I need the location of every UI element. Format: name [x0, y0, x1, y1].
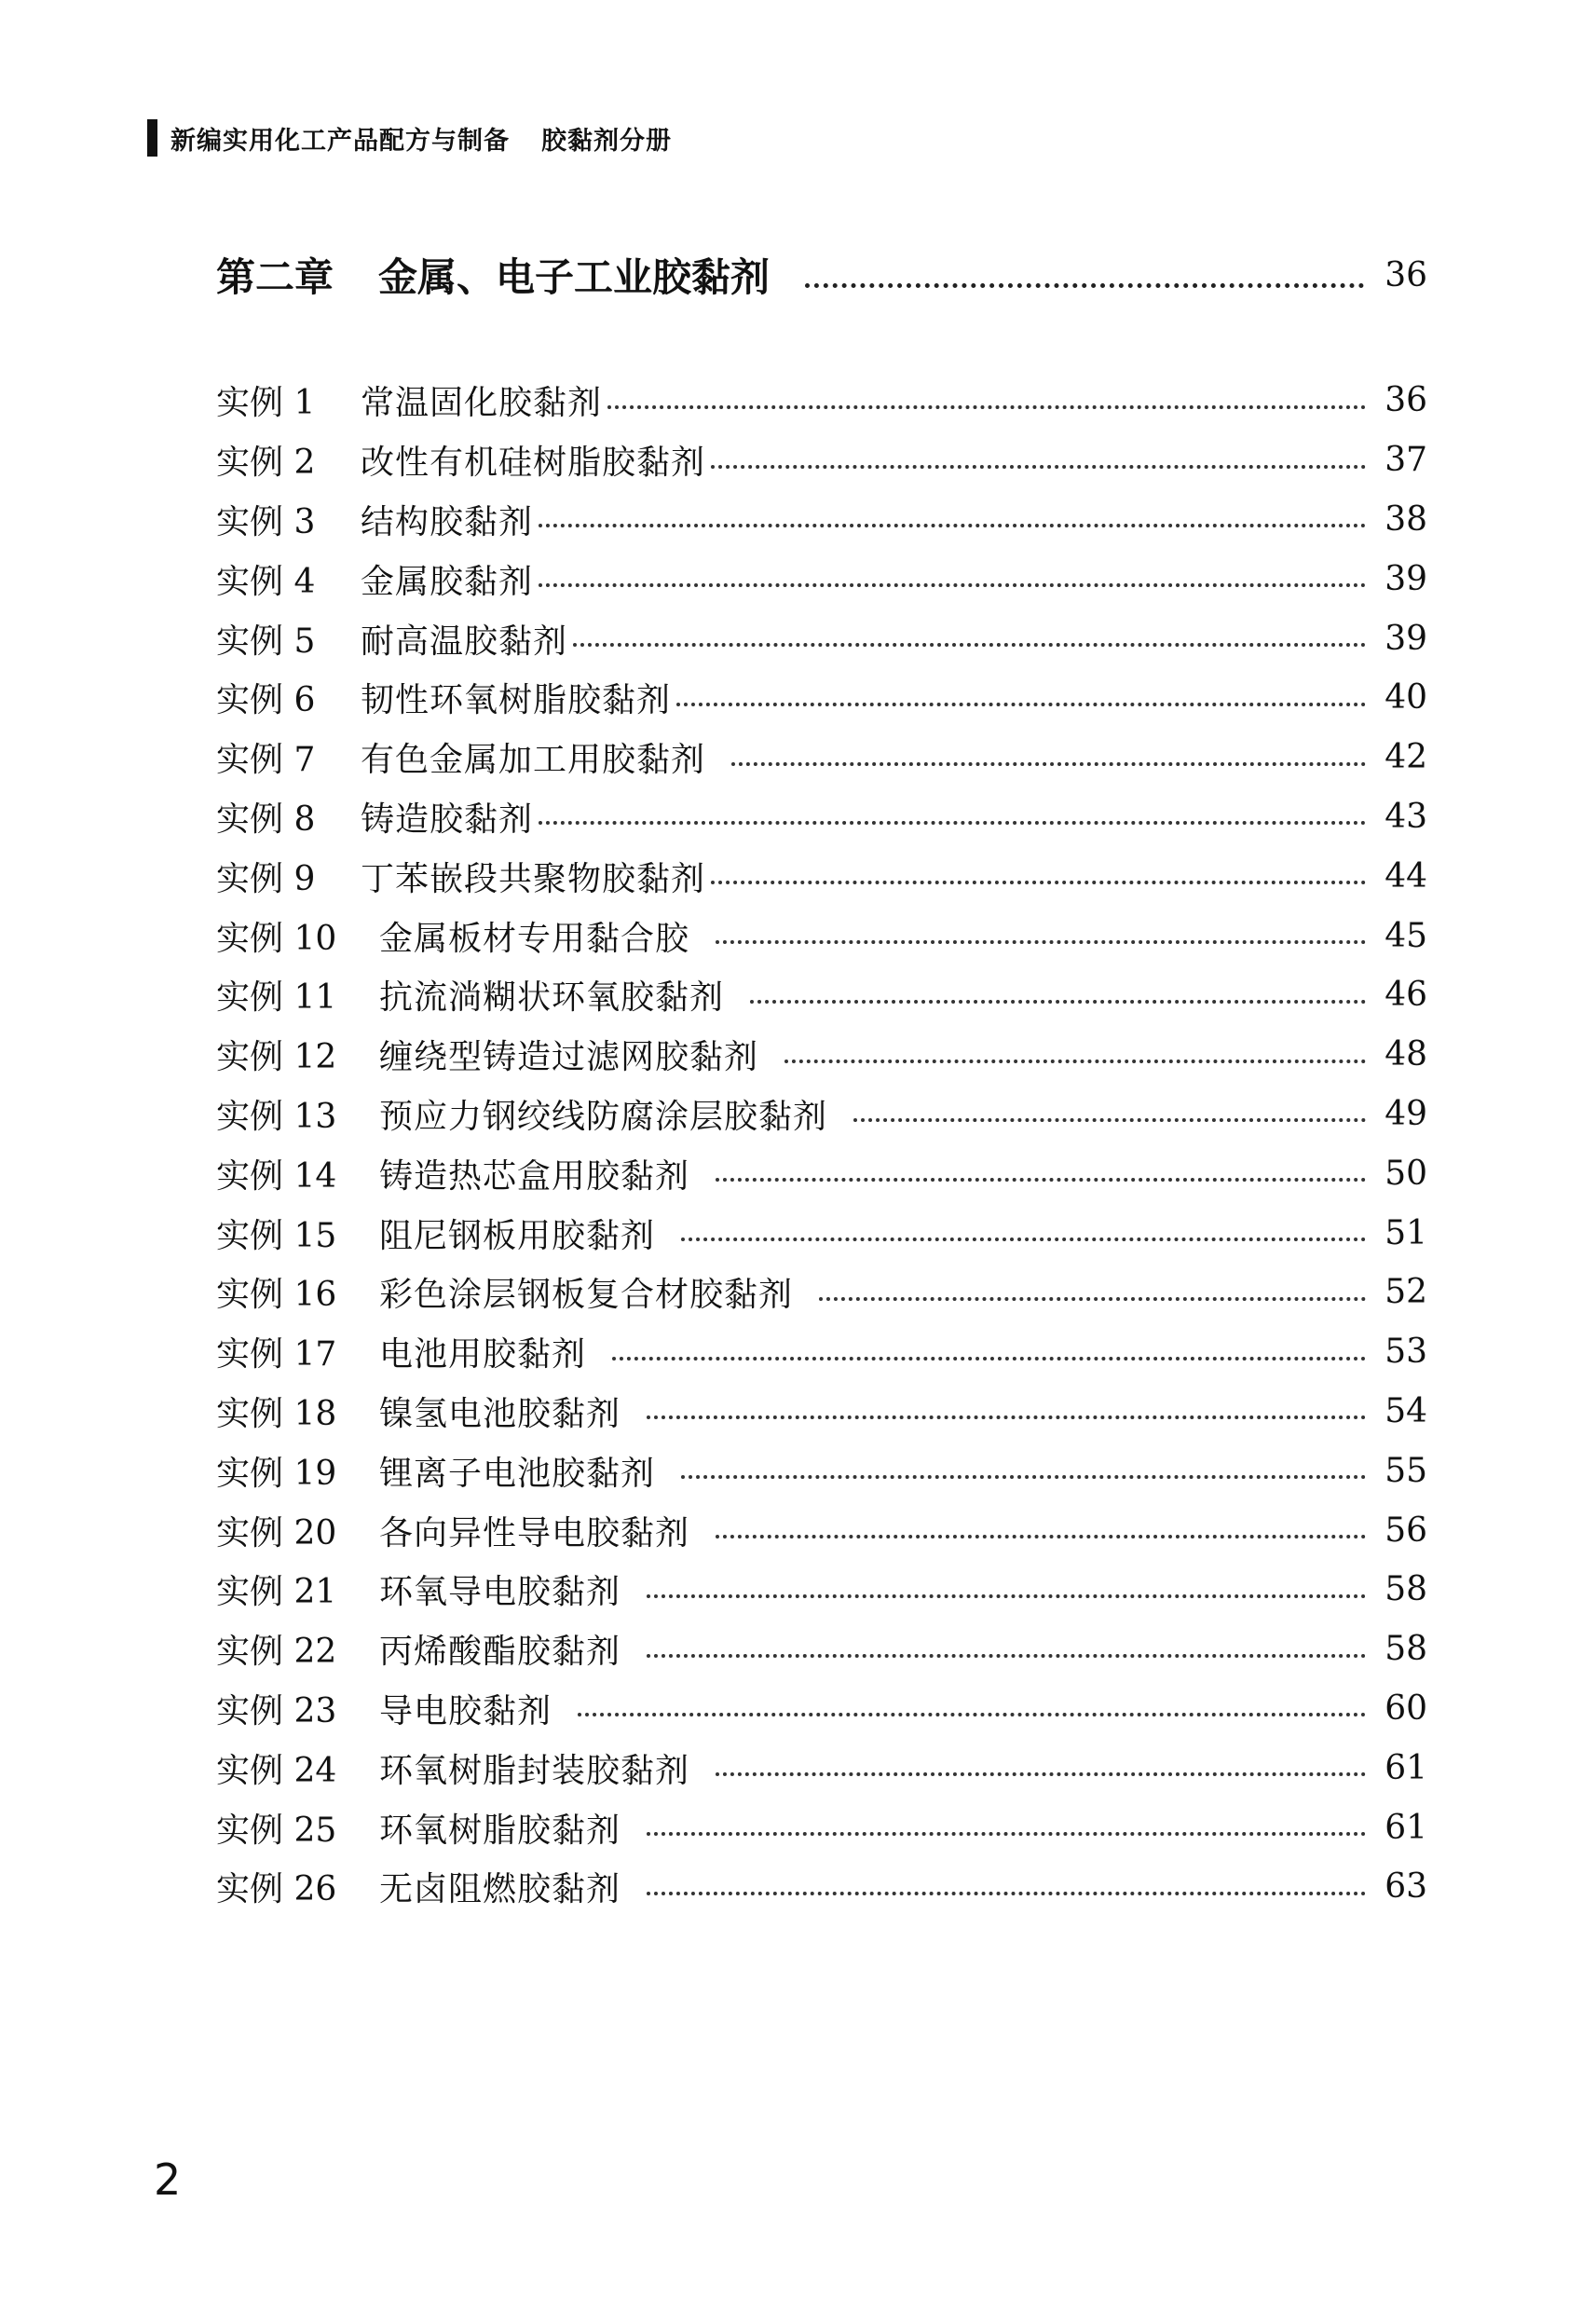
toc-entry[interactable] [216, 1857, 1427, 1917]
entry-number: 实例 12 [216, 1038, 337, 1077]
entry-number: 实例 14 [216, 1156, 337, 1196]
page-number: 2 [154, 2154, 182, 2205]
toc-entry[interactable] [216, 728, 1427, 787]
dot-leader [539, 583, 1366, 587]
chapter-page: 36 [1385, 255, 1427, 294]
toc-entry[interactable] [216, 1500, 1427, 1560]
entry-title: 环氧导电胶黏剂 [379, 1573, 621, 1612]
toc-entry[interactable] [216, 609, 1427, 668]
entry-number: 实例 24 [216, 1751, 337, 1790]
entry-number: 实例 1 [216, 384, 316, 423]
toc-entry[interactable] [216, 1382, 1427, 1442]
entry-page: 39 [1385, 559, 1427, 598]
entry-number: 实例 19 [216, 1454, 337, 1493]
entry-page: 42 [1385, 738, 1427, 777]
entry-title: 有色金属加工用胶黏剂 [361, 741, 706, 780]
entry-number: 实例 4 [216, 562, 316, 601]
chapter-heading[interactable] [216, 244, 1427, 306]
entry-title: 韧性环氧树脂胶黏剂 [361, 681, 672, 720]
entry-page: 37 [1385, 441, 1427, 480]
entry-page: 55 [1385, 1451, 1427, 1490]
entry-title: 抗流淌糊状环氧胶黏剂 [379, 978, 725, 1018]
toc-entry[interactable] [216, 549, 1427, 609]
entry-title: 耐高温胶黏剂 [361, 622, 568, 661]
dot-leader [711, 465, 1366, 469]
entry-title: 常温固化胶黏剂 [361, 384, 603, 423]
entry-title: 无卤阻燃胶黏剂 [379, 1870, 621, 1909]
entry-title: 预应力钢绞线防腐涂层胶黏剂 [379, 1097, 828, 1136]
entry-number: 实例 9 [216, 859, 316, 898]
chapter-label [216, 247, 770, 303]
toc-entry[interactable] [216, 1798, 1427, 1857]
entry-number: 实例 16 [216, 1276, 337, 1315]
dot-leader [681, 1475, 1366, 1479]
entry-title: 环氧树脂胶黏剂 [379, 1811, 621, 1850]
entry-number: 实例 7 [216, 741, 316, 780]
toc-entry[interactable] [216, 1441, 1427, 1500]
dot-leader [716, 1535, 1366, 1538]
entry-page: 58 [1385, 1630, 1427, 1669]
toc-entry[interactable] [216, 1025, 1427, 1085]
toc-entry[interactable] [216, 668, 1427, 728]
dot-leader [681, 1238, 1366, 1241]
entry-title: 镍氢电池胶黏剂 [379, 1394, 621, 1433]
entry-page: 48 [1385, 1035, 1427, 1074]
entry-number: 实例 6 [216, 681, 316, 720]
toc-entry[interactable] [216, 1322, 1427, 1382]
entry-title: 阻尼钢板用胶黏剂 [379, 1216, 656, 1255]
volume-title: 胶黏剂分册 [541, 126, 672, 156]
entry-number: 实例 20 [216, 1513, 337, 1552]
entry-title: 金属胶黏剂 [361, 562, 534, 601]
entry-title: 锂离子电池胶黏剂 [379, 1454, 656, 1493]
entry-title: 丙烯酸酯胶黏剂 [379, 1633, 621, 1672]
toc-entry[interactable] [216, 846, 1427, 906]
entry-number: 实例 10 [216, 919, 337, 958]
entry-title: 丁苯嵌段共聚物胶黏剂 [361, 859, 706, 898]
entry-page: 38 [1385, 499, 1427, 539]
entry-number: 实例 11 [216, 978, 337, 1018]
entry-page: 58 [1385, 1570, 1427, 1609]
chapter-title: 金属、电子工业胶黏剂 [378, 254, 771, 300]
entry-number: 实例 3 [216, 502, 316, 541]
entry-number: 实例 21 [216, 1573, 337, 1612]
dot-leader [716, 940, 1366, 944]
entry-number: 实例 8 [216, 800, 316, 839]
dot-leader [819, 1297, 1366, 1301]
entry-number: 实例 13 [216, 1097, 337, 1136]
entry-number: 实例 23 [216, 1691, 337, 1730]
running-head [147, 119, 672, 157]
toc-entry[interactable] [216, 1143, 1427, 1203]
entry-page: 45 [1385, 916, 1427, 955]
entry-title: 铸造胶黏剂 [361, 800, 534, 839]
entry-title: 彩色涂层钢板复合材胶黏剂 [379, 1276, 794, 1315]
dot-leader [647, 1594, 1366, 1598]
entry-title: 电池用胶黏剂 [379, 1335, 587, 1374]
toc-entry[interactable] [216, 1679, 1427, 1739]
entry-page: 50 [1385, 1154, 1427, 1193]
dot-leader [676, 703, 1366, 706]
dot-leader [711, 881, 1366, 884]
toc-entry[interactable] [216, 1085, 1427, 1144]
toc-entry[interactable] [216, 1620, 1427, 1679]
entry-page: 51 [1385, 1213, 1427, 1252]
entry-title: 缠绕型铸造过滤网胶黏剂 [379, 1038, 759, 1077]
entry-number: 实例 18 [216, 1394, 337, 1433]
entry-title: 环氧树脂封装胶黏剂 [379, 1751, 690, 1790]
toc-entry[interactable] [216, 787, 1427, 847]
dot-leader [573, 643, 1366, 647]
entry-title: 铸造热芯盒用胶黏剂 [379, 1156, 690, 1196]
entry-number: 实例 26 [216, 1870, 337, 1909]
header-bar-mark [147, 119, 157, 157]
dot-leader [647, 1654, 1366, 1658]
dot-leader [612, 1357, 1366, 1361]
entry-page: 54 [1385, 1391, 1427, 1430]
entry-title: 结构胶黏剂 [361, 502, 534, 541]
toc-entry[interactable] [216, 1560, 1427, 1620]
dot-leader [784, 1060, 1366, 1063]
entry-page: 46 [1385, 976, 1427, 1015]
toc-entry[interactable] [216, 1203, 1427, 1263]
entry-number: 实例 22 [216, 1633, 337, 1672]
dot-leader [647, 1832, 1366, 1836]
entry-page: 36 [1385, 381, 1427, 420]
dot-leader [716, 1772, 1366, 1776]
dot-leader [731, 762, 1366, 766]
entry-page: 56 [1385, 1511, 1427, 1550]
toc-entry[interactable] [216, 1263, 1427, 1322]
entry-page: 39 [1385, 619, 1427, 658]
dot-leader [539, 524, 1366, 527]
entry-page: 40 [1385, 678, 1427, 718]
entry-page: 61 [1385, 1808, 1427, 1847]
dot-leader [607, 405, 1366, 409]
entry-page: 63 [1385, 1867, 1427, 1907]
dot-leader [716, 1178, 1366, 1182]
entry-page: 53 [1385, 1333, 1427, 1372]
entry-page: 49 [1385, 1094, 1427, 1133]
entry-number: 实例 15 [216, 1216, 337, 1255]
entry-title: 各向异性导电胶黏剂 [379, 1513, 690, 1552]
toc-entry[interactable] [216, 965, 1427, 1025]
dot-leader [578, 1713, 1366, 1716]
dot-leader [750, 1000, 1366, 1004]
toc-entry[interactable] [216, 371, 1427, 431]
toc-entry[interactable] [216, 1738, 1427, 1798]
toc-entry[interactable] [216, 906, 1427, 965]
entry-page: 61 [1385, 1748, 1427, 1787]
toc-entry[interactable] [216, 490, 1427, 550]
chapter-number: 第二章 [216, 254, 334, 300]
entry-page: 60 [1385, 1689, 1427, 1728]
dot-leader [805, 283, 1364, 288]
entry-title: 导电胶黏剂 [379, 1691, 552, 1730]
entry-number: 实例 2 [216, 444, 316, 483]
entry-number: 实例 5 [216, 622, 316, 661]
dot-leader [647, 1415, 1366, 1419]
entry-number: 实例 17 [216, 1335, 337, 1374]
dot-leader [853, 1118, 1366, 1122]
entry-number: 实例 25 [216, 1811, 337, 1850]
entry-page: 44 [1385, 856, 1427, 896]
entry-title: 金属板材专用黏合胶 [379, 919, 690, 958]
entry-title: 改性有机硅树脂胶黏剂 [361, 444, 706, 483]
entry-page: 43 [1385, 797, 1427, 836]
toc-list [216, 371, 1427, 1917]
toc-entry[interactable] [216, 431, 1427, 490]
book-title: 新编实用化工产品配方与制备 [171, 126, 510, 156]
entry-page: 52 [1385, 1273, 1427, 1312]
dot-leader [539, 821, 1366, 825]
dot-leader [647, 1892, 1366, 1895]
